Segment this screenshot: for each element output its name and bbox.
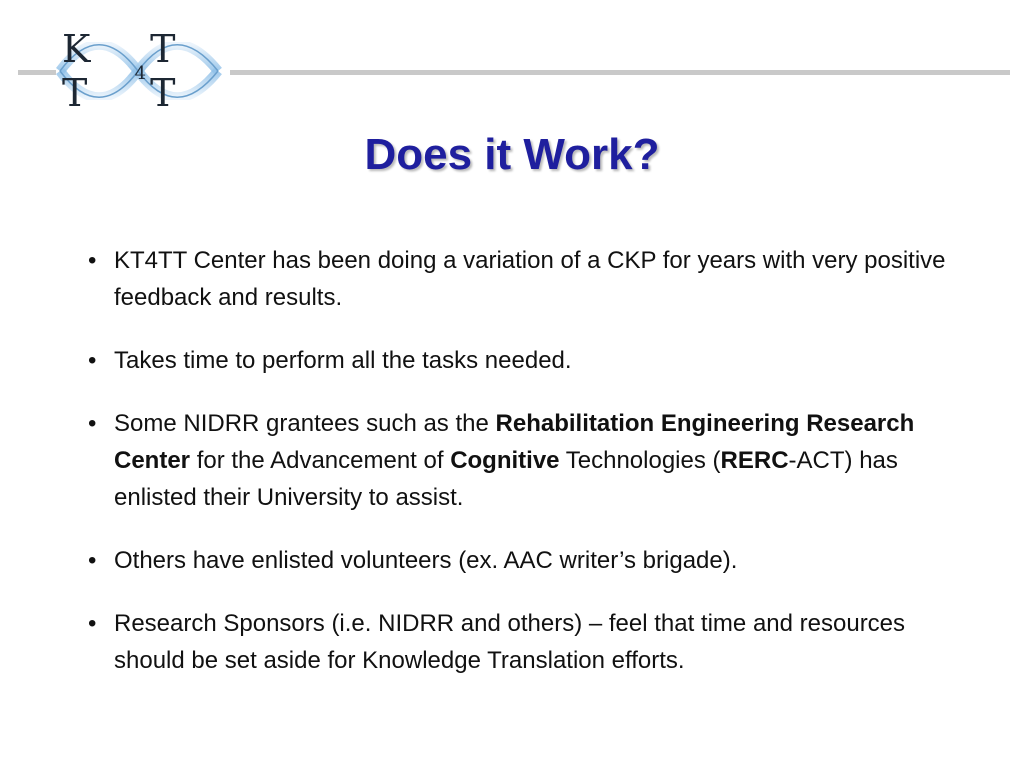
bullet-text: Technologies (: [559, 447, 721, 474]
logo-letter-four: 4: [134, 62, 147, 84]
bullet-item: [88, 342, 948, 379]
slide-title: Does it Work?: [364, 130, 660, 179]
bullet-text: Others have enlisted volunteers (ex. AAC writer’s brigade).: [114, 547, 738, 574]
bullet-text: -ACT) has enlisted their University to assist.: [114, 447, 898, 511]
bullet-text: Research Sponsors (i.e. NIDRR and others) – feel that time and resources should be set aside for Knowledge Translation efforts.: [114, 610, 906, 674]
bullet-bold-text: Cognitive: [450, 447, 560, 474]
bullet-item: [88, 405, 948, 516]
bullet-bold-text: Rehabilitation Engineering Research Center: [114, 410, 915, 474]
logo-letters-left: K T: [62, 27, 97, 115]
logo-letters-right: T T: [150, 27, 182, 115]
bullet-item: [88, 242, 948, 316]
bullet-item: [88, 542, 948, 579]
bullet-text: Some NIDRR grantees such as the: [114, 410, 496, 437]
kt4tt-logo: [56, 27, 222, 115]
header-rule-left: [18, 70, 56, 75]
bullet-text: for the Advancement of: [190, 447, 451, 474]
bullet-text: KT4TT Center has been doing a variation of a CKP for years with very positive feedback and results.: [114, 247, 946, 311]
bullet-text: Takes time to perform all the tasks needed.: [114, 347, 572, 374]
bullet-list: [88, 242, 948, 705]
logo-wordmark: [62, 27, 222, 115]
bullet-item: [88, 605, 948, 679]
bullet-bold-text: RERC: [720, 447, 789, 474]
header-rule-right: [230, 70, 1010, 75]
